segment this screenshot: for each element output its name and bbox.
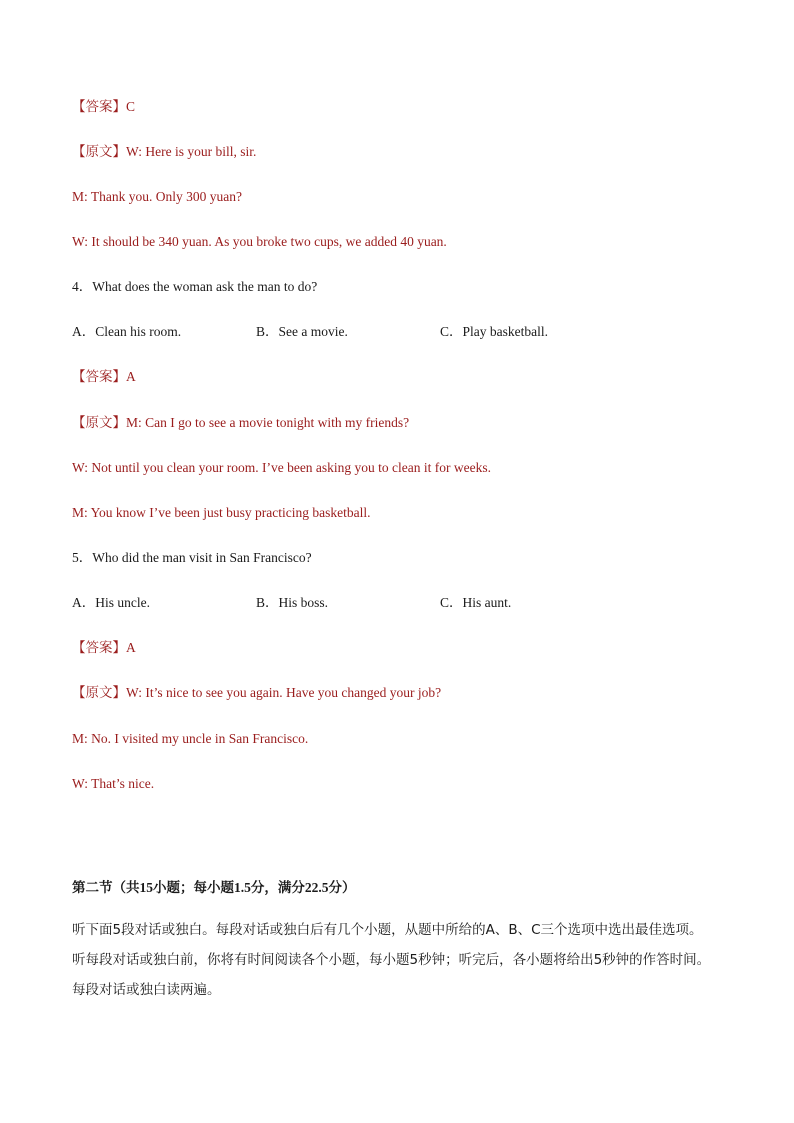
- transcript-text: W: Here is your bill, sir.: [126, 144, 257, 159]
- q5-question: 5．Who did the man visit in San Francisco?: [72, 550, 312, 565]
- q5-answer: [72, 638, 136, 658]
- instruction-line: 听每段对话或独白前，你将有时间阅读各个小题，每小题5秒钟；听完后，各小题将给出5秒钟的作答时间。: [72, 952, 711, 968]
- answer-value: A: [126, 369, 136, 384]
- answer-label: 【答案】: [72, 640, 126, 655]
- q5-transcript-line-2: M: No. I visited my uncle in San Francisco.: [72, 731, 309, 746]
- q5-option-b: B．His boss.: [256, 595, 329, 610]
- q4-option-c: C．Play basketball.: [440, 324, 548, 339]
- section-instructions: [72, 915, 732, 1005]
- answer-value: A: [126, 640, 136, 655]
- q5-transcript-line-1: [72, 683, 441, 703]
- q4-answer: [72, 367, 136, 387]
- q5-option-c: C．His aunt.: [440, 595, 512, 610]
- q4-transcript-line-1: [72, 413, 409, 433]
- q4-option-a: A．Clean his room.: [72, 324, 182, 339]
- q3-transcript-line-3: W: It should be 340 yuan. As you broke two cups, we added 40 yuan.: [72, 234, 447, 249]
- transcript-text: M: Can I go to see a movie tonight with my friends?: [126, 415, 410, 430]
- q3-answer: [72, 97, 135, 117]
- instruction-line: 听下面5段对话或独白。每段对话或独白后有几个小题，从题中所给的A、B、C三个选项中选出最佳选项。: [72, 922, 703, 938]
- transcript-label: 【原文】: [72, 685, 126, 700]
- section-title: 第二节（共15小题；每小题1.5分，满分22.5分）: [72, 880, 356, 895]
- answer-label: 【答案】: [72, 99, 126, 114]
- q4-option-b: B．See a movie.: [256, 324, 348, 339]
- answer-label: 【答案】: [72, 369, 126, 384]
- transcript-label: 【原文】: [72, 415, 126, 430]
- q3-transcript-line-2: M: Thank you. Only 300 yuan?: [72, 189, 242, 204]
- transcript-text: W: It’s nice to see you again. Have you changed your job?: [126, 685, 442, 700]
- q5-transcript-line-3: W: That’s nice.: [72, 776, 155, 791]
- transcript-label: 【原文】: [72, 144, 126, 159]
- q4-question: 4．What does the woman ask the man to do?: [72, 279, 318, 294]
- q5-option-a: A．His uncle.: [72, 595, 150, 610]
- q3-transcript-line-1: [72, 142, 256, 162]
- q4-transcript-line-3: M: You know I’ve been just busy practicing basketball.: [72, 505, 371, 520]
- instruction-line: 每段对话或独白读两遍。: [72, 982, 221, 998]
- answer-value: C: [126, 99, 136, 114]
- q4-transcript-line-2: W: Not until you clean your room. I’ve been asking you to clean it for weeks.: [72, 460, 492, 475]
